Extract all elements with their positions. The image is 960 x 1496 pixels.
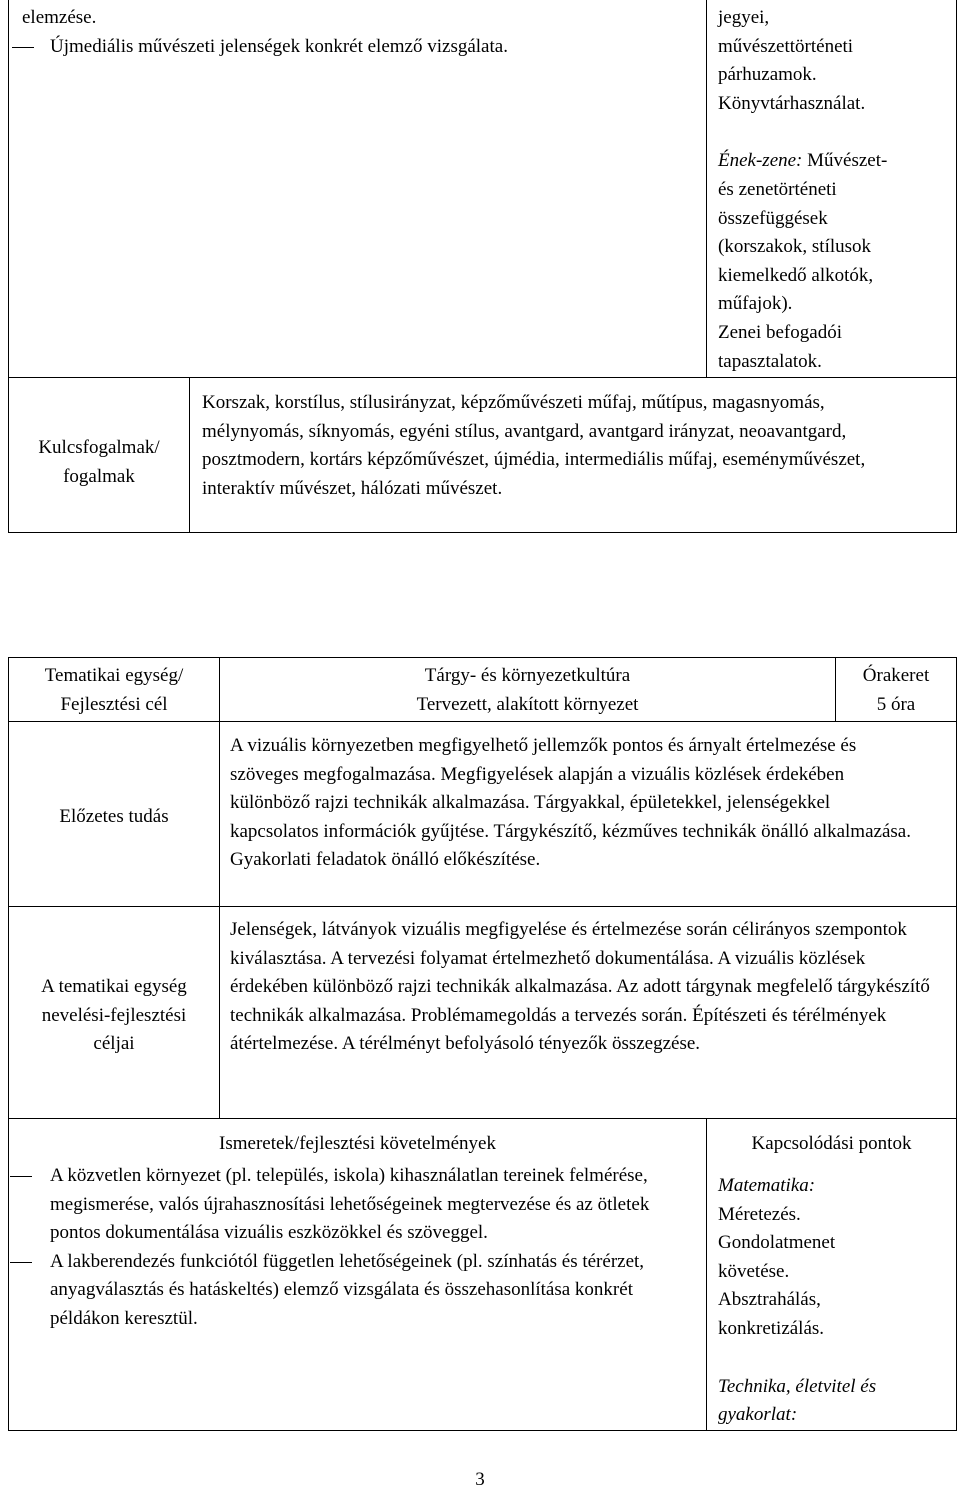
conn-tech-label: Technika, életvitel és gyakorlat: xyxy=(718,1375,877,1426)
unit-header-mid-line-1: Tárgy- és környezetkultúra xyxy=(424,665,631,686)
top-table-row-divider xyxy=(8,377,957,378)
unit-header-left xyxy=(9,662,219,719)
unit-header-mid xyxy=(220,662,835,719)
top-table-col-divider-1 xyxy=(189,377,190,532)
top-left-line-1: elemzése. xyxy=(22,7,97,28)
req-list xyxy=(10,1162,700,1334)
keyconcepts-label-line-2: fogalmak xyxy=(63,465,135,487)
unit-header-bottom-border xyxy=(8,721,957,722)
goals-label xyxy=(9,973,219,1059)
unit-prior-bottom-border xyxy=(8,906,957,907)
enek-line-6: Zenei befogadói xyxy=(718,321,842,343)
conn-top-line-4: Könyvtárhasználat. xyxy=(718,92,866,114)
prior-label: Előzetes tudás xyxy=(59,806,169,827)
keyconcepts-label xyxy=(9,434,189,491)
prior-text: A vizuális környezetben megfigyelhető jellemzők pontos és árnyalt értelmezése és szöveges megfogalmazása. Megfigyelések alapján a vizuális közlések érdekében különböző rajzi technikák alkalmazása. Tárgyakkal, épületekkel, jelenségekkel kapcsolatos információk gyűjtése. Tárgykészítő, kézműves technikák önálló alkalmazása. Gyakorlati feladatok önálló előkészítése. xyxy=(230,735,911,871)
enek-line-4: kiemelkedő alkotók, xyxy=(718,264,874,286)
unit-req-conn-divider xyxy=(706,1118,707,1431)
req-item-1-text: A közvetlen környezet (pl. település, iskola) kihasználatlan tereinek felmérése, megismerése, valós újrahasznosítási lehetőségeinek megtervezése és az ötletek pontos dokumentálása vizuális eszközökkel és szöveggel. xyxy=(50,1165,650,1244)
enek-line-3: (korszakok, stílusok xyxy=(718,236,872,258)
unit-table-top-border xyxy=(8,657,957,658)
conn-math-line-1: Méretezés. xyxy=(718,1203,801,1225)
conn-top-line-3: párhuzamok. xyxy=(718,64,817,86)
unit-header-left-line-1: Tematikai egység/ xyxy=(44,665,184,686)
top-table-bottom-border xyxy=(8,532,957,533)
unit-header-right-line-1: Órakeret xyxy=(862,665,930,686)
unit-header-mid-line-2: Tervezett, alakított környezet xyxy=(416,693,639,715)
goals-label-line-3: céljai xyxy=(93,1033,135,1055)
top-left-cell xyxy=(12,4,702,61)
unit-header-left-line-2: Fejlesztési cél xyxy=(60,693,168,715)
enek-label: Ének-zene: xyxy=(718,150,803,172)
enek-line-5: műfajok). xyxy=(718,293,793,315)
conn-math-line-2: Gondolatmenet xyxy=(718,1232,836,1254)
unit-header-right xyxy=(836,662,956,719)
conn-math-line-4: Absztrahálás, xyxy=(718,1289,821,1311)
unit-goals-bottom-border xyxy=(8,1118,957,1119)
dash-bullet xyxy=(10,1262,32,1263)
top-right-cell xyxy=(718,4,953,376)
conn-list xyxy=(718,1172,950,1430)
dash-bullet xyxy=(12,47,34,48)
enek-line-2: összefüggések xyxy=(718,207,828,229)
conn-math-label: Matematika: xyxy=(718,1175,816,1196)
conn-top-line-1: jegyei, xyxy=(718,7,770,28)
unit-right-border xyxy=(956,657,957,1431)
conn-math-line-3: követése. xyxy=(718,1260,790,1282)
enek-first-line xyxy=(718,147,953,176)
conn-header: Kapcsolódási pontok xyxy=(751,1133,912,1154)
conn-math-line-5: konkretizálás. xyxy=(718,1317,825,1339)
req-item-1 xyxy=(10,1162,700,1248)
unit-label-col-divider xyxy=(219,657,220,1119)
enek-line-7: tapasztalatok. xyxy=(718,350,822,372)
unit-table-bottom-border xyxy=(8,1430,957,1431)
conn-top-line-2: művészettörténeti xyxy=(718,35,854,57)
keyconcepts-label-line-1: Kulcsfogalmak/ xyxy=(38,437,160,458)
top-table-right-border xyxy=(956,0,957,532)
unit-header-right-line-2: 5 óra xyxy=(876,693,916,715)
goals-label-line-2: nevelési-fejlesztési xyxy=(41,1004,187,1026)
dash-bullet xyxy=(10,1176,32,1177)
req-item-2 xyxy=(10,1248,700,1334)
enek-first: Művészet- xyxy=(802,150,888,172)
page-number: 3 xyxy=(475,1469,485,1490)
top-left-line-2: Újmediális művészeti jelenségek konkrét elemző vizsgálata. xyxy=(50,35,508,57)
top-table-col-divider-2 xyxy=(706,0,707,377)
top-left-dash-item xyxy=(12,33,702,62)
goals-label-line-1: A tematikai egység xyxy=(41,976,187,997)
req-header: Ismeretek/fejlesztési követelmények xyxy=(219,1133,496,1154)
req-item-2-text: A lakberendezés funkciótól független lehetőségeinek (pl. színhatás és térérzet, anyagválasztás és hatáskeltés) elemző vizsgálata és összehasonlítása konkrét példákon keresztül. xyxy=(50,1250,645,1329)
enek-line-1: és zenetörténeti xyxy=(718,178,837,200)
keyconcepts-text: Korszak, korstílus, stílusirányzat, képzőművészeti műfaj, műtípus, magasnyomás, mélynyomás, síknyomás, egyéni stílus, avantgard, avantgard irányzat, neoavantgard, posztmodern, kortárs képzőművészet, újmédia, intermediális műfaj, eseményművészet, interaktív művészet, hálózati művészet. xyxy=(202,392,866,499)
goals-text: Jelenségek, látványok vizuális megfigyelése és értelmezése során célirányos szempontok kiválasztása. A tervezési folyamat értelmezhető dokumentálása. A vizuális közlések érdekében különböző rajzi technikák alkalmazása. Az adott tárgynak megfelelő tárgykészítő technikák alkalmazása. Problémamegoldás a tervezés során. Építészeti és térélmények átértelmezése. A térélményt befolyásoló tényezők összegzése. xyxy=(230,919,930,1055)
